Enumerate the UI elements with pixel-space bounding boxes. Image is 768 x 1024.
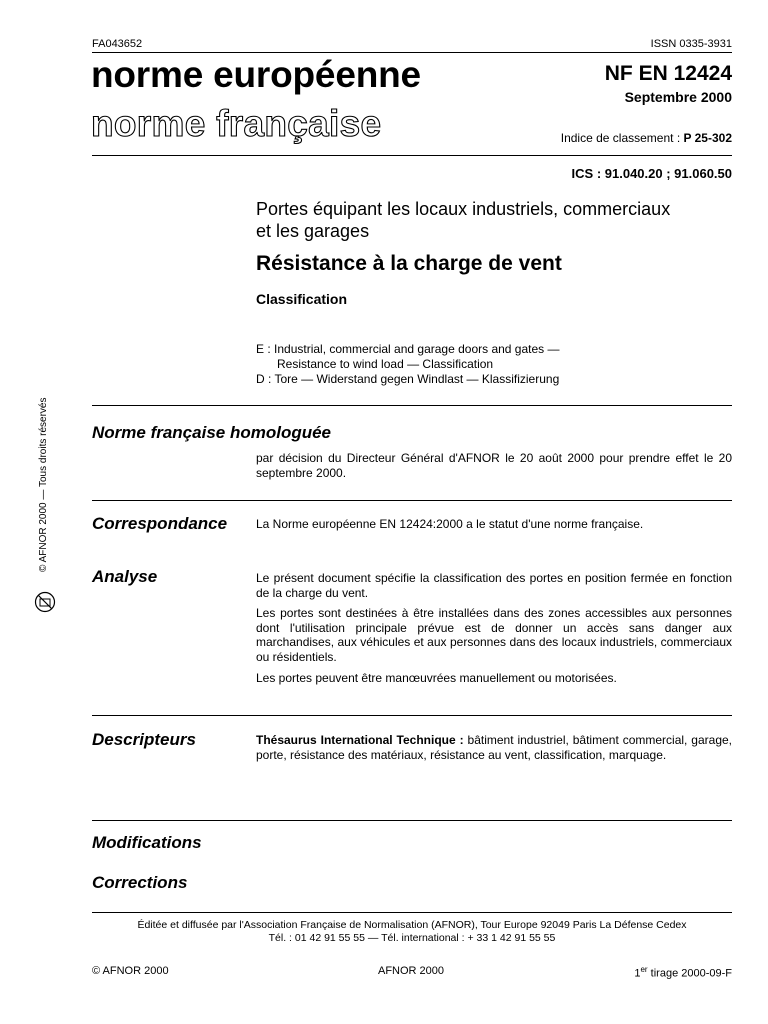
print-run-number: 1 xyxy=(634,967,641,980)
classification-index-value: P 25-302 xyxy=(683,131,732,145)
classification-index-label: Indice de classement : xyxy=(560,131,681,145)
document-part: Classification xyxy=(256,291,348,307)
thesaurus-label: Thésaurus International Technique : xyxy=(256,733,464,747)
section-heading-correspondance: Correspondance xyxy=(92,514,228,533)
document-reference: FA043652 xyxy=(92,38,143,50)
divider xyxy=(92,912,732,913)
descriptor-keywords: bâtiment industriel, bâtiment commercial, garage, porte, résistance des matériaux, résistance au vent, classification, marquage. xyxy=(256,733,732,762)
divider xyxy=(92,52,732,53)
issn: ISSN 0335-3931 xyxy=(650,38,732,50)
print-run-ordinal: er xyxy=(640,965,648,974)
divider xyxy=(92,155,732,156)
analyse-paragraph: Les portes sont destinées à être installées dans des zones accessibles aux personnes dont l'utilisation principale prévue est de donner un accès sans danger aux marchandises, aux véhicules et aux personnes dans des locaux industriels, commerciaux ou résidentiels. xyxy=(256,606,732,664)
publisher-phones: Tél. : 01 42 91 55 55 — Tél. international : + 33 1 42 91 55 55 xyxy=(268,932,556,944)
print-run-text: tirage 2000-09-F xyxy=(647,967,732,980)
title-translations xyxy=(256,342,560,387)
footer-copyright: © AFNOR 2000 xyxy=(92,965,169,977)
section-body-descripteurs xyxy=(256,733,732,762)
document-subtitle: Portes équipant les locaux industriels, commerciaux et les garages xyxy=(256,199,671,241)
vertical-copyright: © AFNOR 2000 — Tous droits réservés xyxy=(38,397,49,572)
translation-german: D : Tore — Widerstand gegen Windlast — Klassifizierung xyxy=(256,372,560,386)
standard-number: NF EN 12424 xyxy=(604,62,732,85)
print-run xyxy=(634,965,732,980)
title-french-standard: norme française xyxy=(91,103,382,144)
section-heading-corrections: Corrections xyxy=(92,873,188,892)
translation-english: E : Industrial, commercial and garage doors and gates — xyxy=(256,342,560,356)
document-title: Résistance à la charge de vent xyxy=(256,252,562,275)
no-photocopy-icon xyxy=(34,591,56,613)
section-heading-modifications: Modifications xyxy=(92,833,202,852)
ics-codes: ICS : 91.040.20 ; 91.060.50 xyxy=(571,166,732,181)
translation-english-cont: Resistance to wind load — Classification xyxy=(277,357,494,371)
title-european-standard: norme européenne xyxy=(91,54,421,95)
section-heading-analyse: Analyse xyxy=(92,567,158,586)
publication-date: Septembre 2000 xyxy=(624,89,732,105)
classification-index xyxy=(561,131,732,145)
publisher-info: Éditée et diffusée par l'Association Française de Normalisation (AFNOR), Tour Europe 92049 Paris La Défense Cedex xyxy=(137,919,687,931)
analyse-paragraph: Le présent document spécifie la classification des portes en position fermée en fonction de la charge du vent. xyxy=(256,571,732,600)
divider xyxy=(92,500,732,501)
section-heading-homologuee: Norme française homologuée xyxy=(92,423,332,442)
divider xyxy=(92,405,732,406)
section-body-correspondance: La Norme européenne EN 12424:2000 a le statut d'une norme française. xyxy=(256,517,644,531)
section-heading-descripteurs: Descripteurs xyxy=(92,730,196,749)
footer-center: AFNOR 2000 xyxy=(378,965,445,977)
section-body-analyse xyxy=(256,571,732,691)
analyse-paragraph: Les portes peuvent être manœuvrées manuellement ou motorisées. xyxy=(256,670,617,685)
section-body-homologuee: par décision du Directeur Général d'AFNOR le 20 août 2000 pour prendre effet le 20 septembre 2000. xyxy=(256,451,732,480)
divider xyxy=(92,715,732,716)
divider xyxy=(92,820,732,821)
